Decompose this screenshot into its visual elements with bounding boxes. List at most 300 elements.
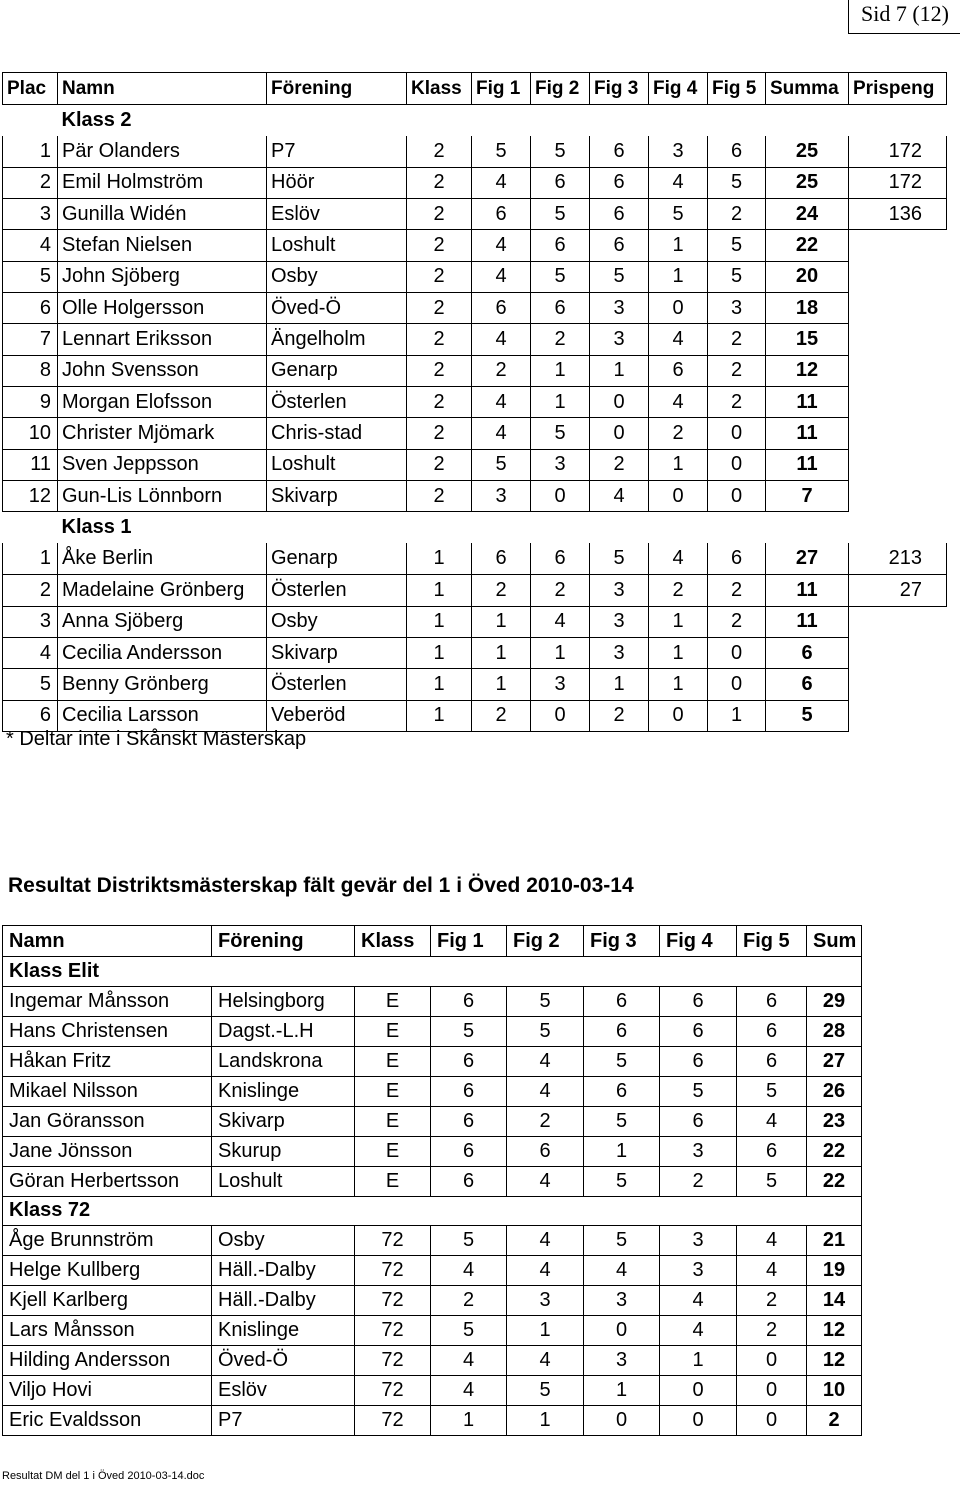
total-cell: 25 (766, 136, 849, 167)
group-header-row (3, 957, 862, 987)
score-cell: 1 (407, 543, 472, 574)
score-cell: 2 (407, 324, 472, 355)
placement-cell: 4 (3, 230, 58, 261)
score-cell: 4 (472, 230, 531, 261)
score-cell: 3 (507, 1286, 584, 1316)
score-cell: 3 (584, 1346, 660, 1376)
column-header: Fig 5 (737, 926, 807, 957)
placement-cell: 10 (3, 418, 58, 449)
score-cell: 72 (355, 1226, 431, 1256)
name-cell: Jan Göransson (3, 1106, 212, 1136)
prize-cell (849, 293, 947, 324)
group-title: Klass 72 (3, 1196, 862, 1226)
table-row (3, 136, 947, 167)
placement-cell: 12 (3, 481, 58, 512)
score-cell: 0 (649, 481, 708, 512)
score-cell: 6 (649, 355, 708, 386)
group-title: Klass 2 (61, 108, 132, 131)
club-cell: Loshult (267, 230, 407, 261)
score-cell: 6 (431, 1106, 507, 1136)
name-cell: Ingemar Månsson (3, 986, 212, 1016)
column-header: Summa (766, 73, 849, 105)
club-cell: Skivarp (267, 637, 407, 668)
total-cell: 11 (766, 606, 849, 637)
total-cell: 14 (807, 1286, 862, 1316)
placement-cell: 8 (3, 355, 58, 386)
club-cell: Loshult (212, 1166, 355, 1196)
score-cell: 0 (737, 1406, 807, 1436)
score-cell: 2 (407, 481, 472, 512)
table-row (3, 1106, 862, 1136)
score-cell: 2 (531, 324, 590, 355)
score-cell: 3 (584, 1286, 660, 1316)
total-cell: 2 (807, 1406, 862, 1436)
score-cell: 2 (407, 387, 472, 418)
table-row (3, 261, 947, 292)
score-cell: 5 (584, 1226, 660, 1256)
score-cell: 4 (737, 1106, 807, 1136)
page-number (848, 0, 960, 34)
score-cell: 5 (531, 261, 590, 292)
table-row (3, 1286, 862, 1316)
table-row (3, 230, 947, 261)
score-cell: 3 (472, 481, 531, 512)
name-cell: Emil Holmström (58, 167, 267, 198)
page-number-total: (12) (912, 1, 950, 26)
results-table-dm (2, 925, 862, 1436)
total-cell: 11 (766, 387, 849, 418)
prize-cell: 27 (849, 575, 947, 606)
table-row (3, 669, 947, 700)
club-cell: Osby (267, 606, 407, 637)
score-cell: 6 (708, 136, 766, 167)
score-cell: 4 (649, 324, 708, 355)
total-cell: 20 (766, 261, 849, 292)
column-header: Namn (3, 926, 212, 957)
score-cell: 5 (431, 1226, 507, 1256)
total-cell: 11 (766, 575, 849, 606)
score-cell: 5 (737, 1166, 807, 1196)
total-cell: 18 (766, 293, 849, 324)
score-cell: 2 (472, 575, 531, 606)
score-cell: 72 (355, 1316, 431, 1346)
name-cell: John Sjöberg (58, 261, 267, 292)
table-row (3, 543, 947, 574)
score-cell: 1 (649, 637, 708, 668)
prize-cell (849, 324, 947, 355)
table-row (3, 1346, 862, 1376)
score-cell: 1 (472, 637, 531, 668)
score-cell: 6 (584, 986, 660, 1016)
column-header: Namn (58, 73, 267, 105)
name-cell: Åge Brunnström (3, 1226, 212, 1256)
prize-cell (849, 449, 947, 480)
column-header: Fig 1 (431, 926, 507, 957)
prize-cell: 136 (849, 199, 947, 230)
total-cell: 22 (807, 1136, 862, 1166)
score-cell: 1 (507, 1406, 584, 1436)
column-header: Fig 3 (584, 926, 660, 957)
score-cell: 6 (472, 293, 531, 324)
score-cell: 5 (708, 230, 766, 261)
name-cell: Pär Olanders (58, 136, 267, 167)
score-cell: E (355, 1016, 431, 1046)
placement-cell: 6 (3, 700, 58, 731)
table-row (3, 324, 947, 355)
score-cell: 2 (407, 293, 472, 324)
total-cell: 5 (766, 700, 849, 731)
score-cell: 0 (737, 1376, 807, 1406)
score-cell: 3 (660, 1226, 737, 1256)
score-cell: 5 (507, 1376, 584, 1406)
results-table-klass (2, 72, 947, 732)
score-cell: 1 (407, 606, 472, 637)
score-cell: 6 (660, 986, 737, 1016)
score-cell: 2 (590, 700, 649, 731)
total-cell: 28 (807, 1016, 862, 1046)
club-cell: Höör (267, 167, 407, 198)
score-cell: 4 (431, 1256, 507, 1286)
club-cell: Genarp (267, 355, 407, 386)
score-cell: 1 (407, 700, 472, 731)
score-cell: 0 (708, 449, 766, 480)
score-cell: 4 (472, 261, 531, 292)
prize-cell (849, 261, 947, 292)
score-cell: 4 (507, 1076, 584, 1106)
score-cell: 2 (649, 418, 708, 449)
score-cell: 3 (531, 669, 590, 700)
score-cell: E (355, 1046, 431, 1076)
prize-cell (849, 230, 947, 261)
score-cell: 5 (507, 986, 584, 1016)
name-cell: Lennart Eriksson (58, 324, 267, 355)
placement-cell: 9 (3, 387, 58, 418)
score-cell: 0 (737, 1346, 807, 1376)
score-cell: 1 (649, 449, 708, 480)
score-cell: 0 (531, 700, 590, 731)
club-cell: Häll.-Dalby (212, 1286, 355, 1316)
table-row (3, 1136, 862, 1166)
score-cell: 2 (708, 324, 766, 355)
score-cell: 5 (472, 449, 531, 480)
score-cell: 4 (737, 1256, 807, 1286)
score-cell: 3 (590, 293, 649, 324)
total-cell: 21 (807, 1226, 862, 1256)
score-cell: 2 (407, 449, 472, 480)
score-cell: E (355, 1166, 431, 1196)
score-cell: 2 (407, 167, 472, 198)
score-cell: 6 (737, 1016, 807, 1046)
score-cell: 3 (590, 637, 649, 668)
score-cell: 6 (472, 199, 531, 230)
prize-cell (849, 418, 947, 449)
score-cell: 5 (708, 261, 766, 292)
name-cell: Benny Grönberg (58, 669, 267, 700)
score-cell: 6 (431, 1136, 507, 1166)
prize-cell: 172 (849, 136, 947, 167)
score-cell: 1 (407, 575, 472, 606)
score-cell: 0 (649, 700, 708, 731)
club-cell: Genarp (267, 543, 407, 574)
total-cell: 10 (807, 1376, 862, 1406)
prize-cell (849, 355, 947, 386)
score-cell: 4 (584, 1256, 660, 1286)
column-header: Klass (407, 73, 472, 105)
total-cell: 27 (766, 543, 849, 574)
score-cell: 2 (708, 387, 766, 418)
score-cell: 1 (649, 261, 708, 292)
score-cell: 3 (660, 1136, 737, 1166)
club-cell: Eslöv (212, 1376, 355, 1406)
table-header-row (3, 73, 947, 105)
club-cell: Öved-Ö (212, 1346, 355, 1376)
score-cell: 6 (737, 986, 807, 1016)
table-row (3, 167, 947, 198)
score-cell: 2 (407, 230, 472, 261)
table-row (3, 986, 862, 1016)
score-cell: 1 (584, 1376, 660, 1406)
score-cell: 2 (708, 199, 766, 230)
score-cell: 1 (660, 1346, 737, 1376)
score-cell: 6 (472, 543, 531, 574)
score-cell: 1 (649, 606, 708, 637)
prize-cell (849, 669, 947, 700)
table-row (3, 1166, 862, 1196)
score-cell: 4 (472, 324, 531, 355)
total-cell: 27 (807, 1046, 862, 1076)
column-header: Fig 5 (708, 73, 766, 105)
score-cell: 1 (531, 637, 590, 668)
score-cell: 1 (407, 669, 472, 700)
score-cell: 5 (584, 1046, 660, 1076)
score-cell: 1 (531, 355, 590, 386)
score-cell: 0 (649, 293, 708, 324)
score-cell: 72 (355, 1346, 431, 1376)
score-cell: 6 (590, 136, 649, 167)
name-cell: Olle Holgersson (58, 293, 267, 324)
score-cell: 2 (708, 606, 766, 637)
name-cell: Hilding Andersson (3, 1346, 212, 1376)
score-cell: 5 (708, 167, 766, 198)
score-cell: 6 (584, 1016, 660, 1046)
club-cell: Loshult (267, 449, 407, 480)
club-cell: Skivarp (212, 1106, 355, 1136)
placement-cell: 7 (3, 324, 58, 355)
table-row (3, 1256, 862, 1286)
table-row (3, 606, 947, 637)
prize-cell (849, 481, 947, 512)
score-cell: 2 (737, 1316, 807, 1346)
name-cell: Morgan Elofsson (58, 387, 267, 418)
score-cell: 0 (584, 1406, 660, 1436)
score-cell: 2 (737, 1286, 807, 1316)
name-cell: Mikael Nilsson (3, 1076, 212, 1106)
table-row (3, 1016, 862, 1046)
table-row (3, 1406, 862, 1436)
name-cell: Eric Evaldsson (3, 1406, 212, 1436)
placement-cell: 11 (3, 449, 58, 480)
name-cell: Gunilla Widén (58, 199, 267, 230)
club-cell: Ängelholm (267, 324, 407, 355)
score-cell: 1 (431, 1406, 507, 1436)
name-cell: Cecilia Larsson (58, 700, 267, 731)
club-cell: Landskrona (212, 1046, 355, 1076)
total-cell: 6 (766, 637, 849, 668)
total-cell: 22 (807, 1166, 862, 1196)
placement-cell: 1 (3, 543, 58, 574)
empty-cell (3, 105, 58, 136)
name-cell: Helge Kullberg (3, 1256, 212, 1286)
table-row (3, 700, 947, 731)
table-row (3, 1076, 862, 1106)
group-header-row (3, 105, 947, 136)
prize-cell (849, 700, 947, 731)
score-cell: 2 (472, 355, 531, 386)
page-number-label: Sid 7 (861, 1, 907, 26)
score-cell: 2 (708, 355, 766, 386)
score-cell: 6 (660, 1106, 737, 1136)
score-cell: 6 (531, 293, 590, 324)
total-cell: 22 (766, 230, 849, 261)
prize-cell (849, 606, 947, 637)
column-header: Förening (212, 926, 355, 957)
name-cell: Hans Christensen (3, 1016, 212, 1046)
score-cell: 5 (584, 1106, 660, 1136)
score-cell: 4 (590, 481, 649, 512)
column-header: Förening (267, 73, 407, 105)
score-cell: 6 (660, 1046, 737, 1076)
score-cell: 0 (531, 481, 590, 512)
column-header: Prispeng (849, 73, 947, 105)
score-cell: 0 (660, 1376, 737, 1406)
column-header: Plac (3, 73, 58, 105)
score-cell: 0 (708, 669, 766, 700)
score-cell: 2 (407, 418, 472, 449)
score-cell: 3 (708, 293, 766, 324)
group-header-row (3, 512, 947, 543)
score-cell: 72 (355, 1376, 431, 1406)
score-cell: 2 (708, 575, 766, 606)
score-cell: 1 (708, 700, 766, 731)
club-cell: Knislinge (212, 1316, 355, 1346)
score-cell: 6 (431, 1166, 507, 1196)
score-cell: 6 (531, 230, 590, 261)
score-cell: 6 (584, 1076, 660, 1106)
score-cell: 4 (507, 1256, 584, 1286)
total-cell: 11 (766, 418, 849, 449)
score-cell: 3 (531, 449, 590, 480)
score-cell: 1 (531, 387, 590, 418)
score-cell: 4 (507, 1346, 584, 1376)
score-cell: 5 (590, 543, 649, 574)
score-cell: 4 (660, 1316, 737, 1346)
name-cell: Stefan Nielsen (58, 230, 267, 261)
table-row (3, 355, 947, 386)
score-cell: 6 (431, 1076, 507, 1106)
total-cell: 26 (807, 1076, 862, 1106)
name-cell: John Svensson (58, 355, 267, 386)
score-cell: 5 (531, 199, 590, 230)
score-cell: E (355, 1076, 431, 1106)
score-cell: 2 (431, 1286, 507, 1316)
score-cell: 4 (507, 1226, 584, 1256)
prize-cell (849, 637, 947, 668)
score-cell: 5 (431, 1016, 507, 1046)
table-row (3, 575, 947, 606)
name-cell: Christer Mjömark (58, 418, 267, 449)
name-cell: Madelaine Grönberg (58, 575, 267, 606)
placement-cell: 5 (3, 669, 58, 700)
score-cell: 5 (472, 136, 531, 167)
score-cell: 72 (355, 1406, 431, 1436)
total-cell: 12 (807, 1346, 862, 1376)
score-cell: 4 (649, 543, 708, 574)
prize-cell: 172 (849, 167, 947, 198)
score-cell: E (355, 1106, 431, 1136)
club-cell: Häll.-Dalby (212, 1256, 355, 1286)
score-cell: 1 (472, 669, 531, 700)
table-row (3, 1226, 862, 1256)
score-cell: 0 (660, 1406, 737, 1436)
score-cell: 4 (472, 418, 531, 449)
score-cell: 5 (431, 1316, 507, 1346)
score-cell: 5 (649, 199, 708, 230)
name-cell: Cecilia Andersson (58, 637, 267, 668)
club-cell: Skivarp (267, 481, 407, 512)
total-cell: 19 (807, 1256, 862, 1286)
group-title: Klass 1 (61, 516, 132, 539)
placement-cell: 6 (3, 293, 58, 324)
score-cell: 6 (708, 543, 766, 574)
score-cell: 1 (507, 1316, 584, 1346)
score-cell: 0 (590, 418, 649, 449)
placement-cell: 1 (3, 136, 58, 167)
group-title: Klass Elit (3, 957, 862, 987)
score-cell: 1 (472, 606, 531, 637)
total-cell: 24 (766, 199, 849, 230)
score-cell: 4 (507, 1166, 584, 1196)
name-cell: Viljo Hovi (3, 1376, 212, 1406)
score-cell: 4 (507, 1046, 584, 1076)
table-row (3, 418, 947, 449)
name-cell: Kjell Karlberg (3, 1286, 212, 1316)
total-cell: 7 (766, 481, 849, 512)
name-cell: Gun-Lis Lönnborn (58, 481, 267, 512)
club-cell: Dagst.-L.H (212, 1016, 355, 1046)
score-cell: 5 (737, 1076, 807, 1106)
column-header: Sum (807, 926, 862, 957)
total-cell: 25 (766, 167, 849, 198)
table-row (3, 1316, 862, 1346)
column-header: Fig 2 (531, 73, 590, 105)
score-cell: 0 (708, 481, 766, 512)
placement-cell: 3 (3, 606, 58, 637)
name-cell: Sven Jeppsson (58, 449, 267, 480)
score-cell: 6 (660, 1016, 737, 1046)
score-cell: 4 (660, 1286, 737, 1316)
column-header: Klass (355, 926, 431, 957)
score-cell: 6 (590, 167, 649, 198)
club-cell: Chris-stad (267, 418, 407, 449)
score-cell: 5 (531, 418, 590, 449)
club-cell: Öved-Ö (267, 293, 407, 324)
score-cell: E (355, 1136, 431, 1166)
score-cell: 4 (649, 387, 708, 418)
score-cell: 6 (507, 1136, 584, 1166)
placement-cell: 4 (3, 637, 58, 668)
column-header: Fig 2 (507, 926, 584, 957)
score-cell: 5 (584, 1166, 660, 1196)
